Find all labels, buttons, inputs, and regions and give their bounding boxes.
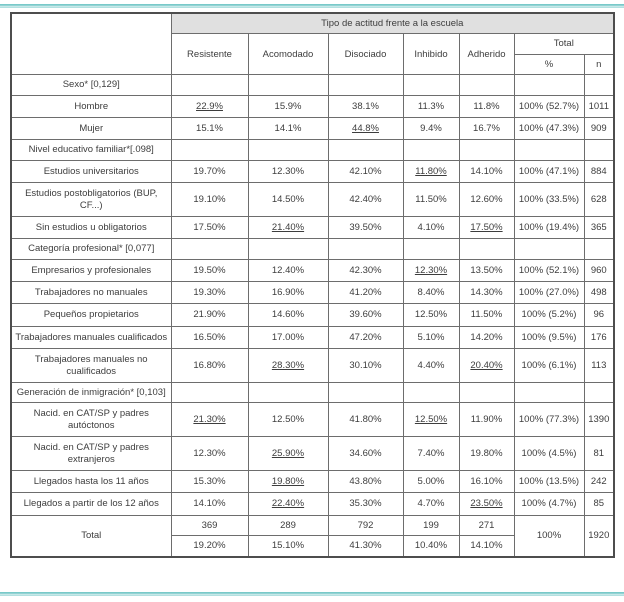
empty-cell [403, 75, 459, 95]
value-cell: 11.90% [459, 403, 514, 437]
value-cell: 39.60% [328, 304, 403, 326]
total-pct-cell: 100% (52.1%) [514, 259, 584, 281]
value-cell: 12.30% [171, 437, 248, 471]
empty-cell [459, 239, 514, 259]
value-cell: 13.50% [459, 259, 514, 281]
n-cell: 81 [584, 437, 614, 471]
value-cell: 11.50% [403, 183, 459, 217]
value-cell: 12.50% [403, 403, 459, 437]
header-row-title [11, 13, 614, 34]
empty-cell [403, 239, 459, 259]
attitude-crosstab-table [10, 12, 615, 558]
empty-cell [584, 239, 614, 259]
data-row [11, 117, 614, 139]
empty-cell [248, 239, 328, 259]
footer-pct-cell: 41.30% [328, 536, 403, 557]
value-cell: 12.40% [248, 259, 328, 281]
n-cell: 1390 [584, 403, 614, 437]
footer-pct-cell: 10.40% [403, 536, 459, 557]
empty-cell [248, 140, 328, 160]
value-cell: 42.40% [328, 183, 403, 217]
empty-cell [514, 75, 584, 95]
n-cell: 113 [584, 349, 614, 383]
value-cell: 41.20% [328, 282, 403, 304]
section-label: Generación de inmigración* [0,103] [11, 383, 171, 403]
n-cell: 85 [584, 493, 614, 515]
value-cell: 25.90% [248, 437, 328, 471]
value-cell: 12.50% [248, 403, 328, 437]
footer-counts-row [11, 515, 614, 535]
total-pct-cell: 100% (4.7%) [514, 493, 584, 515]
bottom-accent-rule [0, 592, 624, 596]
n-cell: 176 [584, 326, 614, 348]
n-cell: 909 [584, 117, 614, 139]
value-cell: 8.40% [403, 282, 459, 304]
value-cell: 12.50% [403, 304, 459, 326]
row-label: Empresarios y profesionales [11, 259, 171, 281]
row-label: Trabajadores manuales cualificados [11, 326, 171, 348]
total-pct-cell: 100% (19.4%) [514, 216, 584, 238]
value-cell: 30.10% [328, 349, 403, 383]
empty-cell [171, 75, 248, 95]
value-cell: 21.90% [171, 304, 248, 326]
value-cell: 28.30% [248, 349, 328, 383]
value-cell: 44.8% [328, 117, 403, 139]
empty-cell [328, 140, 403, 160]
empty-cell [328, 75, 403, 95]
data-row [11, 470, 614, 492]
empty-cell [171, 239, 248, 259]
n-cell: 242 [584, 470, 614, 492]
data-row [11, 437, 614, 471]
empty-cell [171, 140, 248, 160]
value-cell: 20.40% [459, 349, 514, 383]
value-cell: 12.30% [403, 259, 459, 281]
row-label: Llegados hasta los 11 años [11, 470, 171, 492]
total-pct-cell: 100% (47.1%) [514, 160, 584, 182]
total-pct-cell: 100% (33.5%) [514, 183, 584, 217]
value-cell: 42.30% [328, 259, 403, 281]
value-cell: 16.7% [459, 117, 514, 139]
section-label: Categoría profesional* [0,077] [11, 239, 171, 259]
value-cell: 11.3% [403, 95, 459, 117]
value-cell: 11.80% [403, 160, 459, 182]
value-cell: 39.50% [328, 216, 403, 238]
empty-cell [514, 140, 584, 160]
section-row [11, 140, 614, 160]
value-cell: 22.40% [248, 493, 328, 515]
value-cell: 15.30% [171, 470, 248, 492]
corner-empty-cell [11, 13, 171, 75]
value-cell: 17.50% [171, 216, 248, 238]
value-cell: 14.10% [171, 493, 248, 515]
total-pct-cell: 100% (13.5%) [514, 470, 584, 492]
value-cell: 14.50% [248, 183, 328, 217]
empty-cell [328, 239, 403, 259]
n-cell: 365 [584, 216, 614, 238]
empty-cell [248, 75, 328, 95]
value-cell: 12.30% [248, 160, 328, 182]
section-label: Sexo* [0,129] [11, 75, 171, 95]
column-header-total: Total [514, 34, 614, 54]
row-label: Trabajadores no manuales [11, 282, 171, 304]
value-cell: 14.1% [248, 117, 328, 139]
footer-pct-cell: 15.10% [248, 536, 328, 557]
row-label: Mujer [11, 117, 171, 139]
footer-count-cell: 271 [459, 515, 514, 535]
total-pct-cell: 100% (4.5%) [514, 437, 584, 471]
data-row [11, 326, 614, 348]
total-pct-cell: 100% (47.3%) [514, 117, 584, 139]
total-pct-cell: 100% (52.7%) [514, 95, 584, 117]
empty-cell [403, 140, 459, 160]
n-cell: 1011 [584, 95, 614, 117]
data-row [11, 259, 614, 281]
value-cell: 17.50% [459, 216, 514, 238]
data-row [11, 160, 614, 182]
section-label: Nivel educativo familiar*[.098] [11, 140, 171, 160]
value-cell: 43.80% [328, 470, 403, 492]
footer-pct-cell: 14.10% [459, 536, 514, 557]
value-cell: 11.50% [459, 304, 514, 326]
value-cell: 9.4% [403, 117, 459, 139]
n-cell: 96 [584, 304, 614, 326]
value-cell: 19.70% [171, 160, 248, 182]
row-label: Nacid. en CAT/SP y padres autóctonos [11, 403, 171, 437]
data-row [11, 95, 614, 117]
n-cell: 498 [584, 282, 614, 304]
value-cell: 14.20% [459, 326, 514, 348]
total-pct-cell: 100% (6.1%) [514, 349, 584, 383]
value-cell: 5.00% [403, 470, 459, 492]
value-cell: 16.10% [459, 470, 514, 492]
empty-cell [584, 383, 614, 403]
data-row [11, 493, 614, 515]
footer-total-pct: 100% [514, 515, 584, 556]
total-pct-cell: 100% (9.5%) [514, 326, 584, 348]
section-row [11, 383, 614, 403]
value-cell: 12.60% [459, 183, 514, 217]
value-cell: 14.10% [459, 160, 514, 182]
row-label: Trabajadores manuales no cualificados [11, 349, 171, 383]
empty-cell [584, 75, 614, 95]
empty-cell [171, 383, 248, 403]
footer-total-n: 1920 [584, 515, 614, 556]
data-row [11, 282, 614, 304]
empty-cell [248, 383, 328, 403]
data-row [11, 403, 614, 437]
footer-count-cell: 199 [403, 515, 459, 535]
value-cell: 16.90% [248, 282, 328, 304]
value-cell: 19.30% [171, 282, 248, 304]
section-row [11, 75, 614, 95]
row-label: Estudios postobligatorios (BUP, CF...) [11, 183, 171, 217]
row-label: Estudios universitarios [11, 160, 171, 182]
footer-label: Total [11, 515, 171, 556]
data-row [11, 349, 614, 383]
value-cell: 19.80% [248, 470, 328, 492]
top-accent-rule [0, 4, 624, 8]
value-cell: 4.40% [403, 349, 459, 383]
column-header-adherido: Adherido [459, 34, 514, 75]
value-cell: 7.40% [403, 437, 459, 471]
total-pct-cell: 100% (27.0%) [514, 282, 584, 304]
value-cell: 41.80% [328, 403, 403, 437]
empty-cell [514, 239, 584, 259]
empty-cell [459, 75, 514, 95]
column-header-acomodado: Acomodado [248, 34, 328, 75]
empty-cell [584, 140, 614, 160]
column-header-inhibido: Inhibido [403, 34, 459, 75]
value-cell: 5.10% [403, 326, 459, 348]
row-label: Pequeños propietarios [11, 304, 171, 326]
value-cell: 19.50% [171, 259, 248, 281]
value-cell: 38.1% [328, 95, 403, 117]
row-label: Nacid. en CAT/SP y padres extranjeros [11, 437, 171, 471]
data-row [11, 216, 614, 238]
value-cell: 42.10% [328, 160, 403, 182]
value-cell: 16.80% [171, 349, 248, 383]
value-cell: 21.30% [171, 403, 248, 437]
value-cell: 17.00% [248, 326, 328, 348]
data-row [11, 304, 614, 326]
column-header-resistente: Resistente [171, 34, 248, 75]
value-cell: 19.80% [459, 437, 514, 471]
value-cell: 14.30% [459, 282, 514, 304]
total-pct-cell: 100% (5.2%) [514, 304, 584, 326]
footer-count-cell: 289 [248, 515, 328, 535]
value-cell: 35.30% [328, 493, 403, 515]
column-header-disociado: Disociado [328, 34, 403, 75]
n-cell: 628 [584, 183, 614, 217]
value-cell: 4.10% [403, 216, 459, 238]
empty-cell [459, 383, 514, 403]
value-cell: 15.9% [248, 95, 328, 117]
footer-count-cell: 792 [328, 515, 403, 535]
table-title: Tipo de actitud frente a la escuela [171, 13, 614, 34]
value-cell: 23.50% [459, 493, 514, 515]
table-footer [11, 515, 614, 556]
value-cell: 19.10% [171, 183, 248, 217]
value-cell: 34.60% [328, 437, 403, 471]
value-cell: 15.1% [171, 117, 248, 139]
n-cell: 884 [584, 160, 614, 182]
value-cell: 22.9% [171, 95, 248, 117]
value-cell: 4.70% [403, 493, 459, 515]
value-cell: 11.8% [459, 95, 514, 117]
n-cell: 960 [584, 259, 614, 281]
empty-cell [403, 383, 459, 403]
row-label: Hombre [11, 95, 171, 117]
empty-cell [328, 383, 403, 403]
row-label: Sin estudios u obligatorios [11, 216, 171, 238]
empty-cell [514, 383, 584, 403]
column-header-total-n: n [584, 54, 614, 74]
empty-cell [459, 140, 514, 160]
value-cell: 14.60% [248, 304, 328, 326]
column-header-total-pct: % [514, 54, 584, 74]
total-pct-cell: 100% (77.3%) [514, 403, 584, 437]
value-cell: 16.50% [171, 326, 248, 348]
row-label: Llegados a partir de los 12 años [11, 493, 171, 515]
value-cell: 47.20% [328, 326, 403, 348]
data-row [11, 183, 614, 217]
footer-pct-cell: 19.20% [171, 536, 248, 557]
section-row [11, 239, 614, 259]
value-cell: 21.40% [248, 216, 328, 238]
footer-count-cell: 369 [171, 515, 248, 535]
